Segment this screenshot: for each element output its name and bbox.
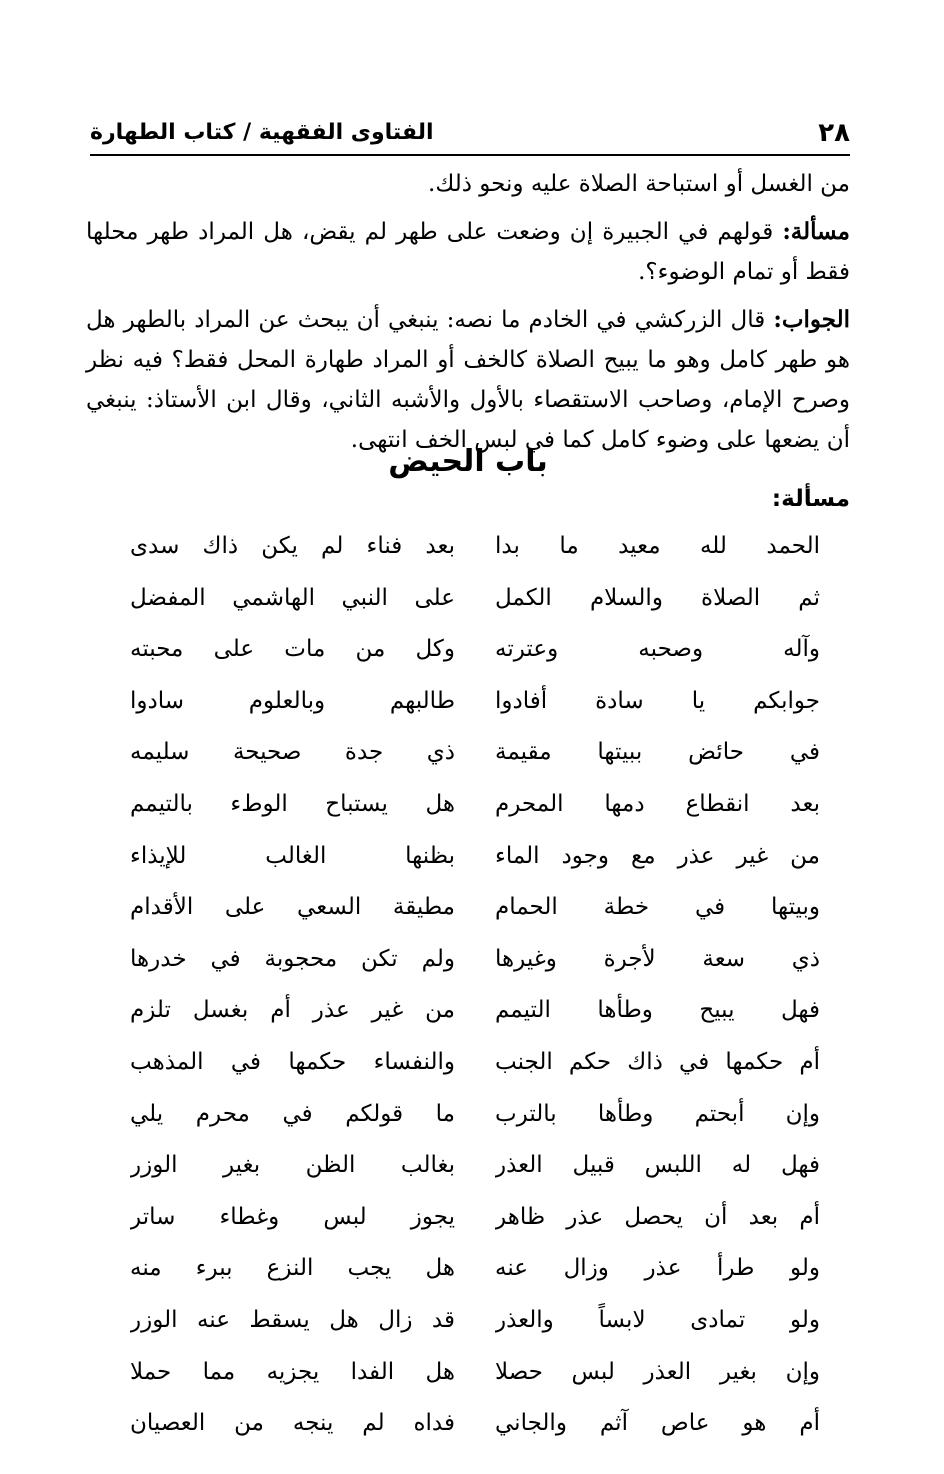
verse (130, 576, 820, 628)
first-hemistich: الحمد لله معيد ما بدا (495, 533, 820, 559)
verse (130, 627, 820, 679)
second-hemistich: والنفساء حكمها في المذهب (130, 1048, 455, 1075)
paragraph (86, 164, 850, 204)
verse (130, 782, 820, 834)
verse (130, 1350, 820, 1402)
page-number: ٢٨ (818, 118, 850, 148)
first-hemistich: من غير عذر مع وجود الماء (495, 842, 820, 869)
second-hemistich: طالبهم وبالعلوم سادوا (130, 687, 455, 714)
first-hemistich: فهل له اللبس قبيل العذر (495, 1152, 820, 1179)
paragraph-text: قال الزركشي في الخادم ما نصه: ينبغي أن يبحث عن المراد بالطهر هل هو طهر كامل وهو ما يبيح الصلاة كالخف أو المراد طهارة المحل فقط؟ فيه نظر وصرح الإمام، وصاحب الاستقصاء بالأول والأشبه الثاني، وقال ابن الأستاذ: ينبغي أن يضعها على وضوء كامل كما في لبس الخف انتهى. (86, 307, 850, 453)
second-hemistich: فداه لم ينجه من العصيان (130, 1410, 455, 1437)
first-hemistich: ولو تمادى لابساً والعذر (495, 1306, 820, 1333)
verse (130, 988, 820, 1040)
first-hemistich: ولو طرأ عذر وزال عنه (495, 1255, 820, 1282)
first-hemistich: فهل يبيح وطأها التيمم (495, 997, 820, 1024)
second-hemistich: هل الفدا يجزيه مما حملا (130, 1358, 455, 1385)
second-hemistich: ما قولكم في محرم يلي (130, 1100, 455, 1127)
second-hemistich: من غير عذر أم بغسل تلزم (130, 997, 455, 1024)
paragraph-text: من الغسل أو استباحة الصلاة عليه ونحو ذلك. (428, 171, 850, 197)
paragraph (86, 212, 850, 292)
second-hemistich: ولم تكن محجوبة في خدرها (130, 945, 455, 972)
first-hemistich: وإن بغير العذر لبس حصلا (495, 1358, 820, 1385)
second-hemistich: هل يستباح الوطء بالتيمم (130, 790, 455, 817)
verse (130, 1401, 820, 1453)
first-hemistich: وآله وصحبه وعترته (495, 636, 820, 663)
second-hemistich: يجوز لبس وغطاء ساتر (130, 1203, 455, 1230)
verse (130, 1092, 820, 1144)
verse (130, 524, 820, 576)
first-hemistich: وإن أبحتم وطأها بالترب (495, 1100, 820, 1127)
verse (130, 1246, 820, 1298)
body-text (86, 164, 850, 468)
second-hemistich: بغالب الظن بغير الوزر (130, 1152, 455, 1179)
first-hemistich: ذي سعة لأجرة وغيرها (495, 945, 820, 972)
second-hemistich: مطيقة السعي على الأقدام (130, 894, 455, 921)
running-title: الفتاوى الفقهية / كتاب الطهارة (90, 120, 434, 145)
first-hemistich: في حائض ببيتها مقيمة (495, 739, 820, 766)
question-label: مسألة: (771, 486, 850, 512)
paragraph (86, 300, 850, 460)
second-hemistich: ذي جدة صحيحة سليمه (130, 739, 455, 766)
page-header (90, 112, 850, 156)
verse (130, 937, 820, 989)
first-hemistich: وبيتها في خطة الحمام (495, 894, 820, 921)
second-hemistich: بظنها الغالب للإيذاء (130, 842, 455, 869)
verse (130, 885, 820, 937)
second-hemistich: وكل من مات على محبته (130, 636, 455, 663)
first-hemistich: أم حكمها في ذاك حكم الجنب (495, 1048, 820, 1075)
poem (130, 524, 820, 1453)
first-hemistich: ثم الصلاة والسلام الكمل (495, 584, 820, 611)
paragraph-text: قولهم في الجبيرة إن وضعت على طهر لم يقض، هل المراد طهر محلها فقط أو تمام الوضوء؟. (86, 219, 850, 285)
chapter-title: باب الحيض (388, 444, 548, 479)
verse (130, 679, 820, 731)
second-hemistich: هل يجب النزع ببرء منه (130, 1255, 455, 1282)
verse (130, 1143, 820, 1195)
first-hemistich: بعد انقطاع دمها المحرم (495, 790, 820, 817)
question-lead: مسألة: (782, 218, 850, 245)
first-hemistich: أم هو عاص آثم والجاني (495, 1410, 820, 1437)
verse (130, 1195, 820, 1247)
verse (130, 834, 820, 886)
first-hemistich: جوابكم يا سادة أفادوا (495, 687, 820, 714)
second-hemistich: على النبي الهاشمي المفضل (130, 584, 455, 611)
verse (130, 1298, 820, 1350)
verse (130, 730, 820, 782)
verse (130, 1040, 820, 1092)
answer-lead: الجواب: (773, 306, 850, 333)
second-hemistich: بعد فناء لم يكن ذاك سدى (130, 533, 455, 559)
first-hemistich: أم بعد أن يحصل عذر ظاهر (495, 1203, 820, 1230)
second-hemistich: قد زال هل يسقط عنه الوزر (130, 1306, 455, 1333)
